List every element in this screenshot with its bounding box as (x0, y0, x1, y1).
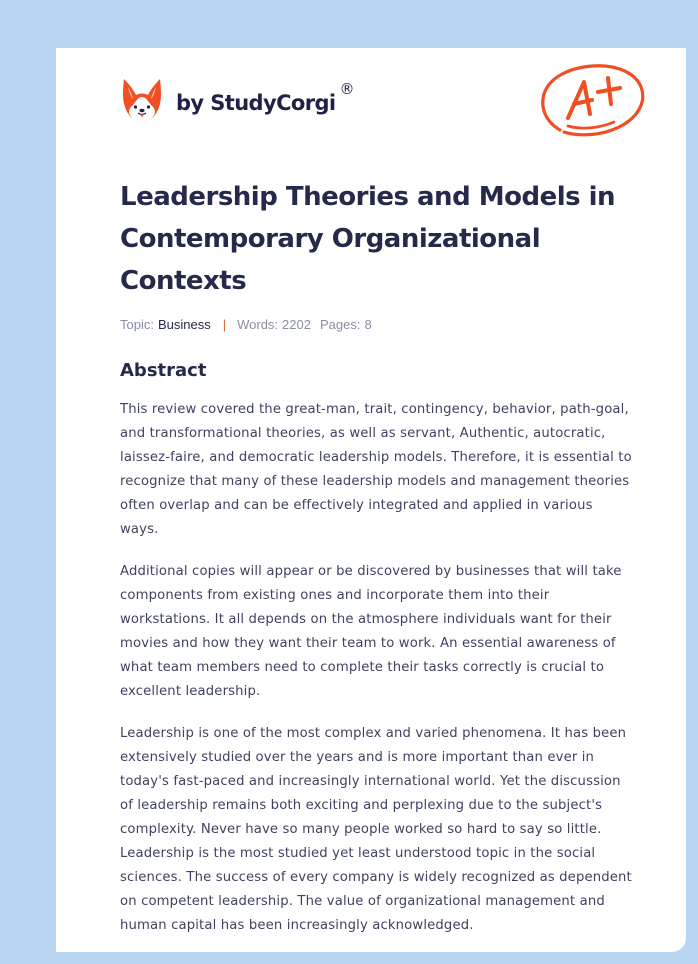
abstract-paragraph: Additional copies will appear or be discovered by businesses that will take components from existing ones and incorporate them into their workstations. It all depends on the atmosphere individuals want for their movies and how they want their team to work. An essential awareness of what team members need to complete their tasks correctly is crucial to excellent leadership. (120, 564, 622, 699)
a-plus-grade-icon (538, 60, 648, 140)
meta-separator: | (222, 316, 227, 332)
document-title: Leadership Theories and Models in Contemporary Organizational Contexts (120, 182, 616, 296)
document-content (120, 176, 635, 938)
corgi-icon (120, 75, 164, 123)
topic-link[interactable]: Business (157, 316, 211, 332)
registered-mark: ® (339, 80, 355, 98)
header (56, 48, 686, 158)
abstract-paragraph: This review covered the great-man, trait, contingency, behavior, path-goal, and transformational theories, as well as servant, Authentic, autocratic, laissez-faire, and democratic leadership models. Therefore, it is essential to recognize that many of these leadership models and management theories often overlap and can be effectively integrated and applied in various ways. (120, 402, 632, 537)
document-card (56, 48, 686, 952)
pages-count: 8 (364, 316, 372, 332)
studycorgi-logo[interactable] (120, 74, 355, 124)
logo-text: by StudyCorgi (176, 91, 336, 115)
document-meta (120, 314, 635, 334)
words-label: Words: (237, 316, 279, 332)
pages-label: Pages: (319, 316, 361, 332)
section-heading-abstract: Abstract (120, 360, 207, 381)
abstract-paragraph: Leadership is one of the most complex and varied phenomena. It has been extensively studied over the years and is more important than ever in today's fast-paced and increasingly international world. Yet the discussion of leadership remains both exciting and perplexing due to the subject's complexity. Never have so many people worked so hard to say so little. Leadership is the most studied yet least understood topic in the social sciences. The success of every company is widely recognized as dependent on competent leadership. The value of organizational management and human capital has been increasingly acknowledged. (120, 726, 632, 933)
topic-label: Topic: (120, 316, 154, 332)
words-count: 2202 (282, 316, 311, 332)
